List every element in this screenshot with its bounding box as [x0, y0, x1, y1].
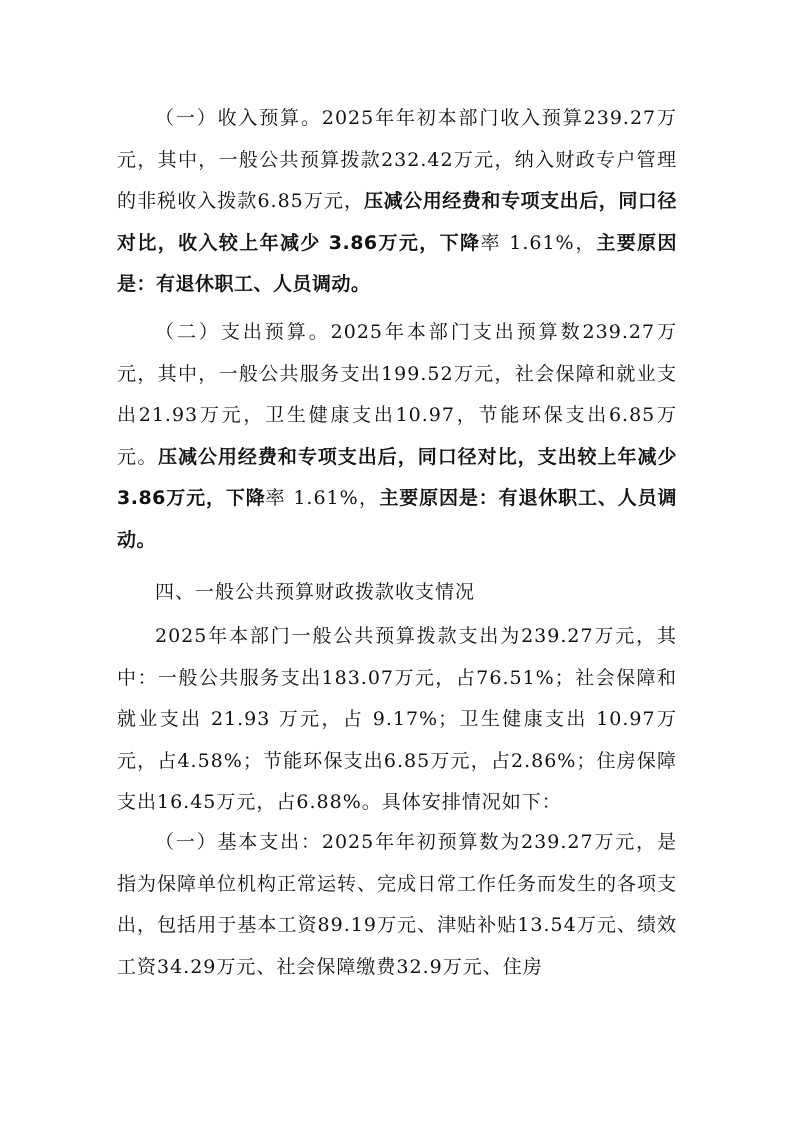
income-decline-rate: 率 1.61%， — [480, 231, 597, 254]
expense-budget-paragraph — [117, 312, 677, 561]
expense-decline-rate: 率 1.61%， — [265, 487, 380, 509]
appropriation-summary-paragraph: 2025年本部门一般公共预算拨款支出为239.27万元，其中：一般公共服务支出183.07万元，占76.51%；社会保障和就业支出 21.93 万元，占 9.17%；卫生健康支出 10.97万元，占4.58%；节能环保支出6.85万元，占2.86%；住房保障支出16.45万元，占6.88%。具体安排情况如下： — [117, 625, 677, 813]
expense-budget-text: （二）支出预算。2025年本部门支出预算数239.27万元，其中，一般公共服务支出199.52万元，社会保障和就业支出21.93万元，卫生健康支出10.97，节能环保支出6.85万元。 — [117, 321, 677, 468]
expense-budget-emphasis: 压减公用经费和专项支出后，同口径对比，支出较上年减少 3.86万元，下降 — [117, 445, 677, 509]
expense-reason: 主要原因是：有退休职工、人员调动。 — [117, 487, 677, 551]
income-budget-emphasis: 压减公用经费和专项支出后，同口径对比，收入较上年减少 3.86万元，下降 — [117, 190, 677, 254]
income-budget-text: （一）收入预算。2025年年初本部门收入预算239.27万元，其中，一般公共预算拨款232.42万元，纳入财政专户管理的非税收入拨款6.85万元， — [117, 107, 677, 212]
basic-expenditure-paragraph: （一）基本支出：2025年年初预算数为239.27万元，是指为保障单位机构正常运转、完成日常工作任务而发生的各项支出，包括用于基本工资89.19万元、津贴补贴13.54万元、绩效工资34.29万元、社会保障缴费32.9万元、住房 — [117, 831, 678, 978]
income-reason: 主要原因是：有退休职工、人员调动。 — [117, 231, 677, 295]
section-4-heading: 四、一般公共预算财政拨款收支情况 — [155, 581, 476, 603]
income-budget-paragraph — [117, 98, 677, 306]
